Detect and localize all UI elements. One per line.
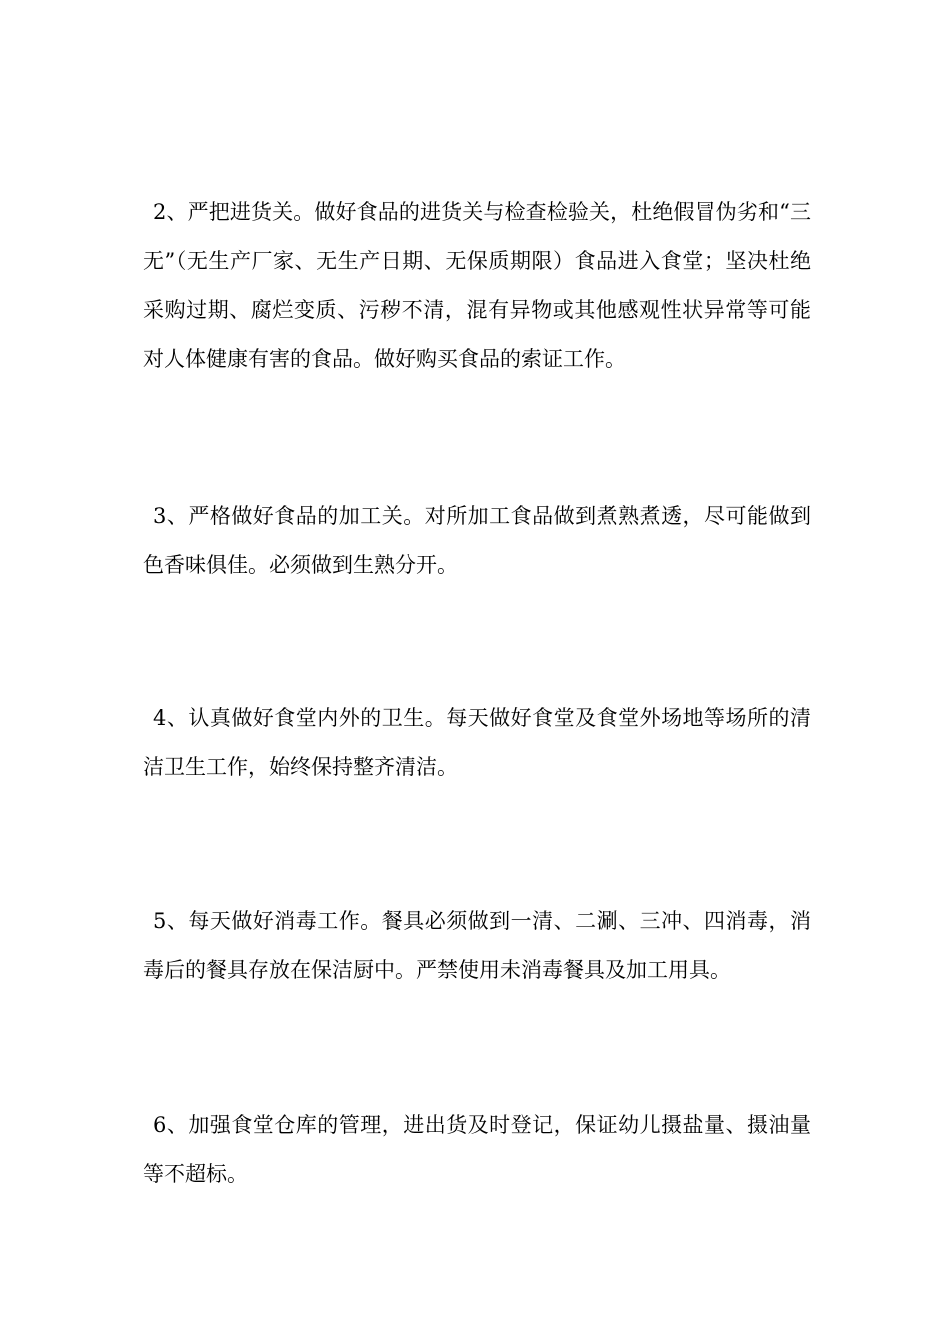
paragraph-disinfection: 5、每天做好消毒工作。餐具必须做到一清、二涮、三冲、四消毒，消毒后的餐具存放在保洁厨中。严禁使用未消毒餐具及加工用具。: [143, 909, 811, 982]
paragraph-food-processing: 3、严格做好食品的加工关。对所加工食品做到煮熟煮透，尽可能做到色香味俱佳。必须做到生熟分开。: [143, 504, 811, 577]
paragraph-warehouse-management: 6、加强食堂仓库的管理，进出货及时登记，保证幼儿摄盐量、摄油量等不超标。: [143, 1113, 811, 1186]
paragraph-canteen-hygiene: 4、认真做好食堂内外的卫生。每天做好食堂及食堂外场地等场所的清洁卫生工作，始终保持整齐清洁。: [143, 706, 811, 779]
paragraph-purchasing-control: 2、严把进货关。做好食品的进货关与检查检验关，杜绝假冒伪劣和“三无”（无生产厂家、无生产日期、无保质期限）食品进入食堂；坚决杜绝采购过期、腐烂变质、污秽不清，混有异物或其他感观性状异常等可能对人体健康有害的食品。做好购买食品的索证工作。: [143, 200, 811, 371]
